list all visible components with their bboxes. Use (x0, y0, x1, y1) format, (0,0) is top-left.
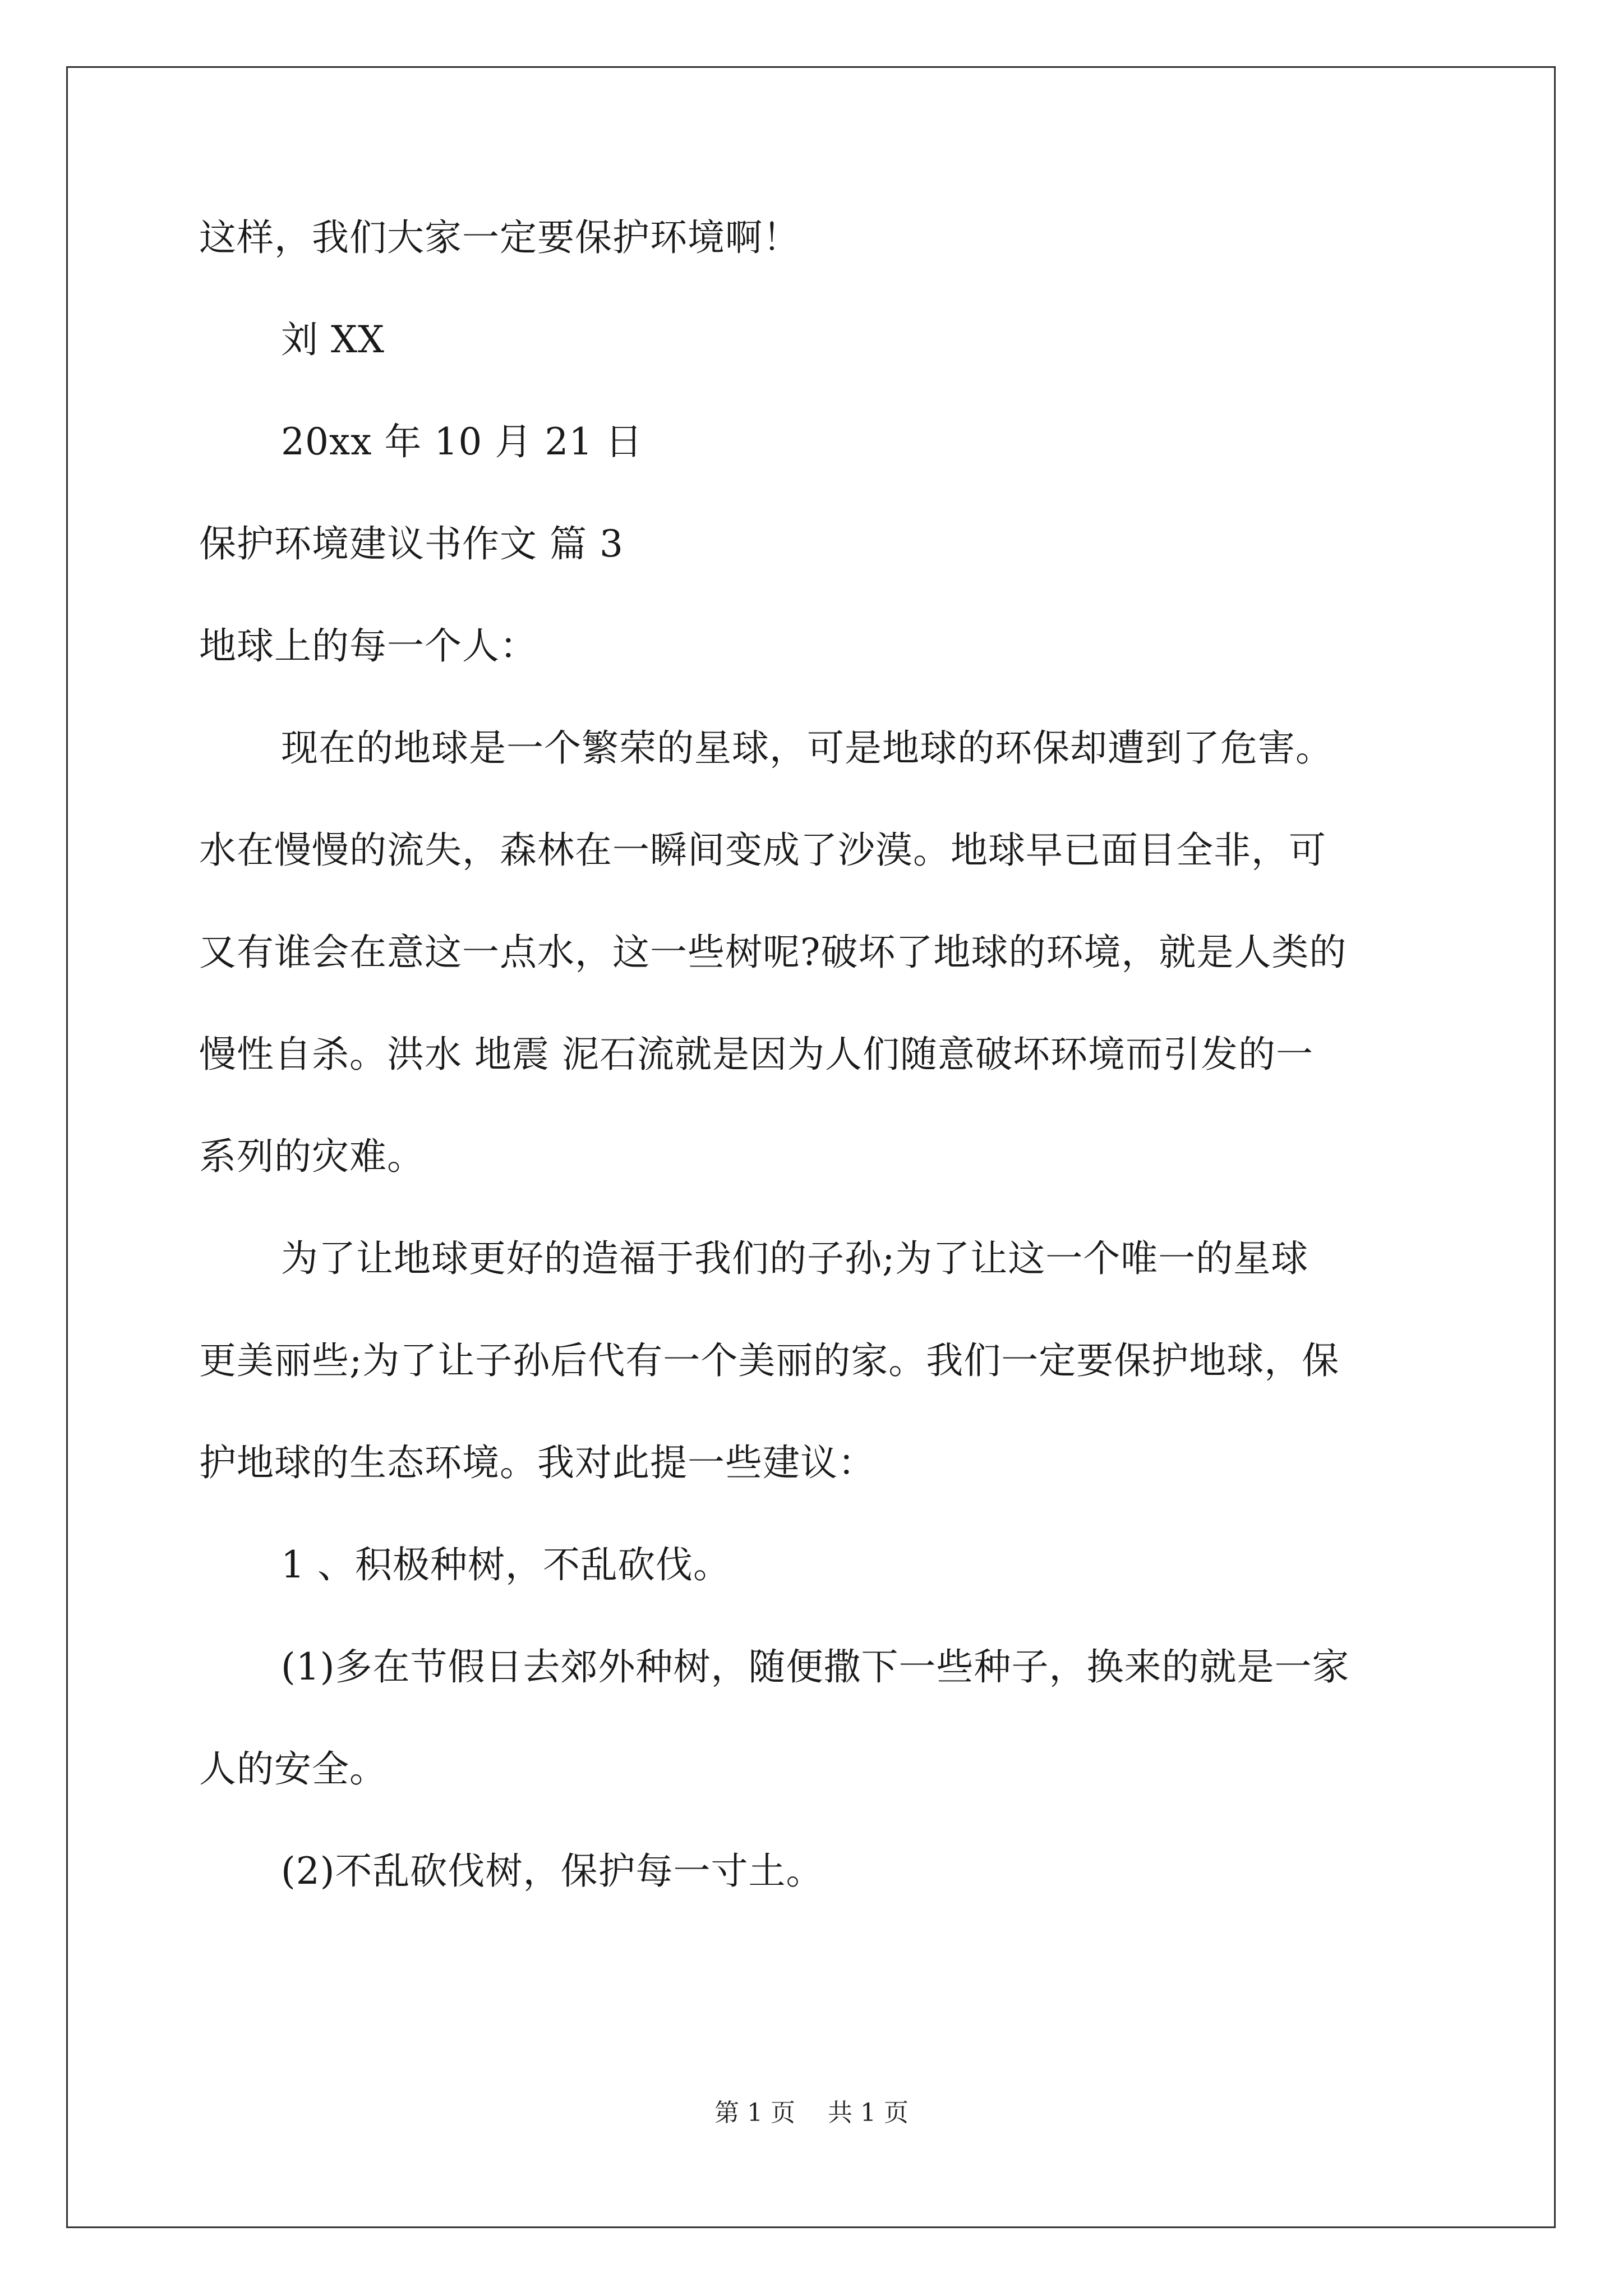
paragraph-1-line-3: 又有谁会在意这一点水，这一些树呢?破坏了地球的环境，就是人类的 (199, 931, 1347, 974)
signature-date: 20xx 年 10 月 21 日 (281, 420, 643, 463)
sub-item-1-line-2: 人的安全。 (199, 1747, 387, 1791)
paragraph-1-line-5: 系列的灾难。 (199, 1135, 425, 1178)
section-heading: 保护环境建议书作文 篇 3 (199, 522, 624, 565)
text-line-closing-sentence: 这样，我们大家一定要保护环境啊！ (199, 216, 800, 259)
salutation: 地球上的每一个人： (199, 624, 537, 668)
list-item-1: 1 、积极种树，不乱砍伐。 (281, 1543, 731, 1586)
page-footer (0, 2092, 1623, 2128)
page-number-total: 共 1 页 (828, 2099, 909, 2127)
paragraph-2-line-3: 护地球的生态环境。我对此提一些建议： (199, 1441, 875, 1484)
paragraph-1-line-1: 现在的地球是一个繁荣的星球，可是地球的环保却遭到了危害。 (281, 726, 1333, 770)
paragraph-2-line-1: 为了让地球更好的造福于我们的子孙;为了让这一个唯一的星球 (281, 1237, 1309, 1280)
page-number-current: 第 1 页 (714, 2099, 795, 2127)
paragraph-2-line-2: 更美丽些;为了让子孙后代有一个美丽的家。我们一定要保护地球，保 (199, 1339, 1340, 1382)
sub-item-1-line-1: (1)多在节假日去郊外种树，随便撒下一些种子，换来的就是一家 (281, 1645, 1350, 1688)
paragraph-1-line-2: 水在慢慢的流失，森林在一瞬间变成了沙漠。地球早已面目全非，可 (199, 829, 1326, 872)
paragraph-1-line-4: 慢性自杀。洪水 地震 泥石流就是因为人们随意破坏环境而引发的一 (199, 1033, 1313, 1076)
signature-name: 刘 XX (281, 318, 385, 361)
sub-item-2: (2)不乱砍伐树，保护每一寸土。 (281, 1849, 824, 1893)
